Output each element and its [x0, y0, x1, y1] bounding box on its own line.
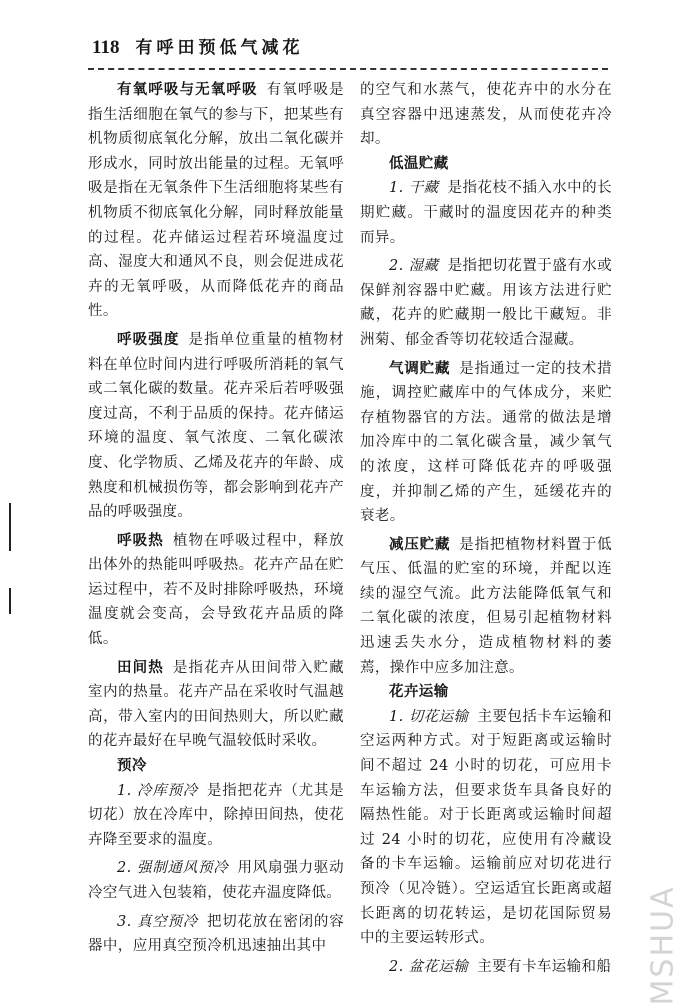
- entry-text: 把切花放在密闭的容器中，应用真空预冷机迅速抽出其中: [88, 913, 344, 955]
- entry-term: 2. 强制通风预冷: [117, 860, 229, 877]
- entry-vacuum-precool: [88, 910, 344, 959]
- binding-mark: [9, 588, 11, 614]
- entry-text: 植物在呼吸过程中，释放出体外的热能叫呼吸热。花卉产品在贮运过程中，若不及时排除呼吸热，环境温度就会变高，会导致花卉品质的降低。: [88, 532, 344, 648]
- book-title: 有呼田预低气减花: [135, 38, 304, 58]
- entry-term: 1. 冷库预冷: [117, 782, 199, 799]
- binding-mark: [9, 503, 11, 551]
- entry-term: 田间热: [117, 658, 164, 676]
- entry-term: 呼吸强度: [117, 330, 180, 348]
- entry-text: 用风扇强力驱动冷空气进入包装箱，使花卉温度降低。: [88, 860, 344, 901]
- entry-text: 有氧呼吸是指生活细胞在氧气的参与下，把某些有机物质彻底氧化分解，放出二氧化碳并形成水，同时放出能量的过程。无氧呼吸是指在无氧条件下生活细胞将某些有机物质不彻底氧化分解，同时释放能量的过程。花卉储运过程若环境温度过高、湿度大和通风不良，则会促进成花卉的无氧呼吸，从而降低花卉的商品性。: [88, 82, 344, 320]
- section-heading-low-temp-storage: 低温贮藏: [389, 154, 449, 172]
- entry-text: 是指花卉从田间带入贮藏室内的热量。花卉产品在采收时气温越高，带入室内的田间热则大，所以贮藏的花卉最好在早晚气温较低时采收。: [88, 659, 344, 750]
- entry-text: 是指通过一定的技术措施，调控贮藏库中的气体成分，来贮存植物器官的方法。通常的做法是增加冷库中的二氧化碳含量，减少氧气的浓度，这样可降低花卉的呼吸强度，并抑制乙烯的产生，延缓花卉的衰老。: [360, 360, 612, 525]
- entry-text: 是指把切花置于盛有水或保鲜剂容器中贮藏。用该方法进行贮藏，花卉的贮藏期一般比干藏短。非洲菊、郁金香等切花较适合湿藏。: [360, 258, 612, 348]
- running-header: [92, 33, 604, 59]
- entry-forced-air-precool: [88, 856, 344, 905]
- entry-hypobaric-storage: [360, 533, 612, 681]
- entry-term: 气调贮藏: [389, 359, 451, 377]
- entry-potted-plant-transport: [360, 955, 612, 980]
- entry-text: 是指把植物材料置于低气压、低温的贮室的环境，并配以连续的湿空气流。此方法能降低氧气和二氧化碳的浓度，但易引起植物材料迅速丢失水分，造成植物材料的萎蔫，操作中应多加注意。: [360, 536, 612, 676]
- entry-term: 3. 真空预冷: [117, 913, 199, 930]
- entry-field-heat: [88, 656, 344, 754]
- entry-term: 2. 盆花运输: [389, 958, 469, 975]
- entry-term: 1. 切花运输: [389, 708, 469, 725]
- watermark-text: MSHUA: [645, 885, 681, 1005]
- entry-term: 1. 干藏: [389, 180, 439, 197]
- entry-term: 有氧呼吸与无氧呼吸: [117, 81, 258, 98]
- entry-text: 是指单位重量的植物材料在单位时间内进行呼吸所消耗的氧气或二氧化碳的数量。花卉采后若呼吸强度过高，不利于品质的保持。花卉储运环境的温度、氧气浓度、二氧化碳浓度、化学物质、乙烯及花卉的年龄、成熟度和机械损伤等，都会影响到花卉产品的呼吸强度。: [88, 331, 345, 521]
- right-column: [360, 78, 612, 979]
- entry-dry-storage: [360, 176, 612, 250]
- watermark: [643, 885, 683, 1005]
- header-rule: [88, 68, 608, 70]
- section-heading-precool: 预冷: [117, 757, 147, 775]
- entry-term: 呼吸热: [117, 531, 164, 549]
- entry-term: 减压贮藏: [389, 535, 451, 553]
- entry-text: 主要包括卡车运输和空运两种方式。对于短距离或运输时间不超过 24 小时的切花，可应用卡车运输方法，但要求货车具备良好的隔热性能。对于长距离或运输时间超过 24 小时的切花，应使用有冷藏设备的卡车运输。运输前应对切花进行预冷（见冷链）。空运适宜长距离或超长距离的切花转运，是切花国际贸易中的主要运转形式。: [360, 708, 612, 947]
- entry-wet-storage: [360, 254, 612, 352]
- entry-respiration-intensity: [88, 328, 344, 525]
- entry-respiration-heat: [88, 529, 344, 652]
- entry-controlled-atmosphere: [360, 357, 612, 529]
- entry-cold-storage-precool: [88, 779, 344, 853]
- continued-text: 的空气和水蒸气，使花卉中的水分在真空容器中迅速蒸发，从而使花卉冷却。: [360, 82, 612, 148]
- entry-text: 主要有卡车运输和船: [477, 958, 612, 975]
- page-number: 118: [92, 37, 120, 58]
- section-heading-transport: 花卉运输: [389, 683, 449, 701]
- entry-term: 2. 湿藏: [389, 258, 439, 275]
- entry-text: 是指花枝不插入水中的长期贮藏。干藏时的温度因花卉的种类而异。: [360, 180, 612, 246]
- entry-cut-flower-transport: [360, 705, 612, 951]
- entry-text: 是指把花卉（尤其是切花）放在冷库中，除掉田间热，使花卉降至要求的温度。: [88, 782, 344, 848]
- entry-aerobic: [88, 78, 344, 324]
- left-column: [88, 78, 344, 959]
